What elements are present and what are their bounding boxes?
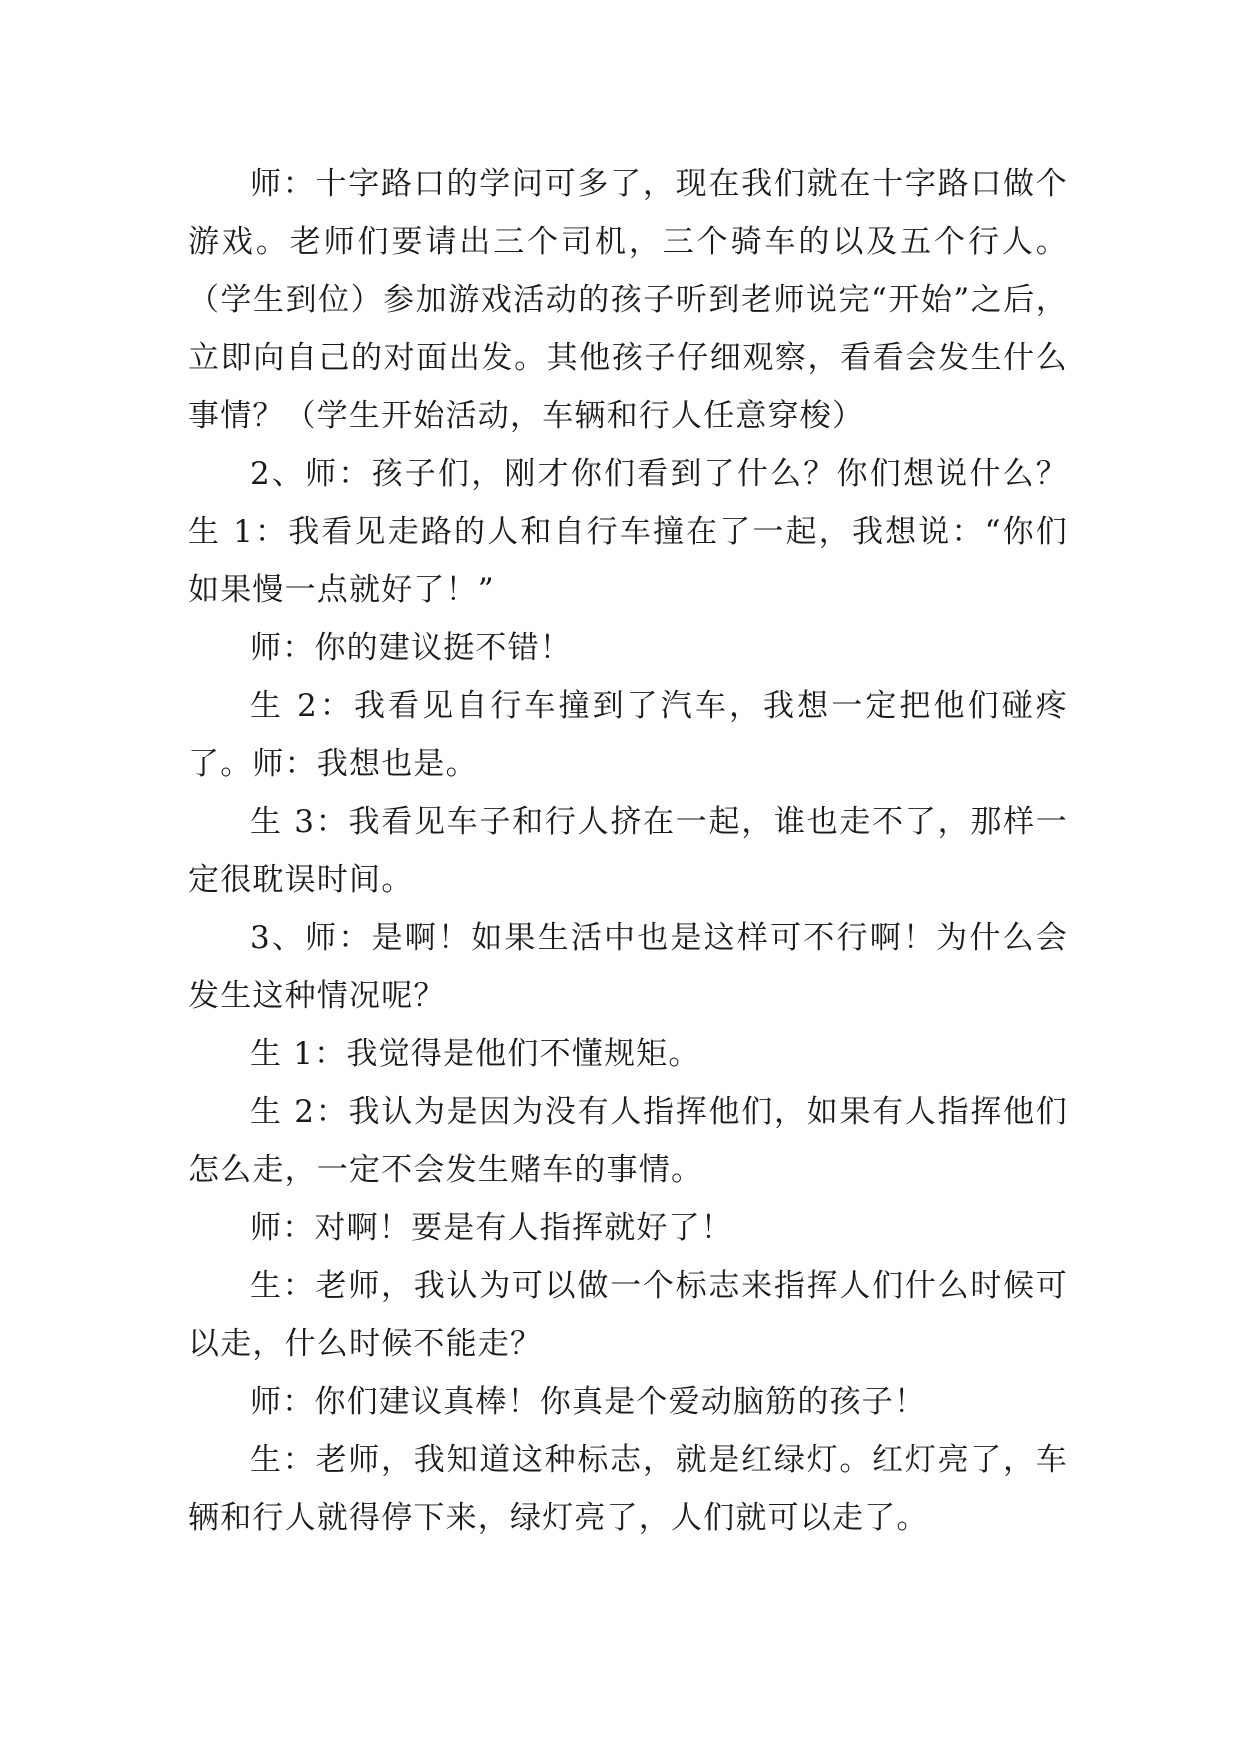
paragraph: 生 1：我觉得是他们不懂规矩。 [250,1036,701,1072]
document-page [188,155,1068,1547]
paragraph: 生：老师，我知道这种标志，就是红绿灯。红灯亮了，车辆和行人就得停下来，绿灯亮了，人们就可以走了。 [188,1442,1068,1536]
paragraph: 2、师：孩子们，刚才你们看到了什么？你们想说什么？生 1：我看见走路的人和自行车撞在了一起，我想说：“你们如果慢一点就好了！” [188,456,1068,608]
paragraph: 师：十字路口的学问可多了，现在我们就在十字路口做个游戏。老师们要请出三个司机，三个骑车的以及五个行人。（学生到位）参加游戏活动的孩子听到老师说完“开始”之后，立即向自己的对面出发。其他孩子仔细观察，看看会发生什么事情？（学生开始活动，车辆和行人任意穿梭） [188,166,1068,434]
paragraph: 生 2：我看见自行车撞到了汽车，我想一定把他们碰疼了。师：我想也是。 [188,688,1068,782]
paragraph: 师：你的建议挺不错！ [250,630,572,666]
paragraph: 生 2：我认为是因为没有人指挥他们，如果有人指挥他们怎么走，一定不会发生赌车的事情。 [188,1094,1068,1188]
paragraph: 生：老师，我认为可以做一个标志来指挥人们什么时候可以走，什么时候不能走？ [188,1268,1068,1362]
paragraph: 生 3：我看见车子和行人挤在一起，谁也走不了，那样一定很耽误时间。 [188,804,1068,898]
paragraph: 师：你们建议真棒！你真是个爱动脑筋的孩子！ [250,1384,927,1420]
paragraph: 3、师：是啊！如果生活中也是这样可不行啊！为什么会发生这种情况呢？ [188,920,1068,1014]
paragraph: 师：对啊！要是有人指挥就好了！ [250,1210,733,1246]
